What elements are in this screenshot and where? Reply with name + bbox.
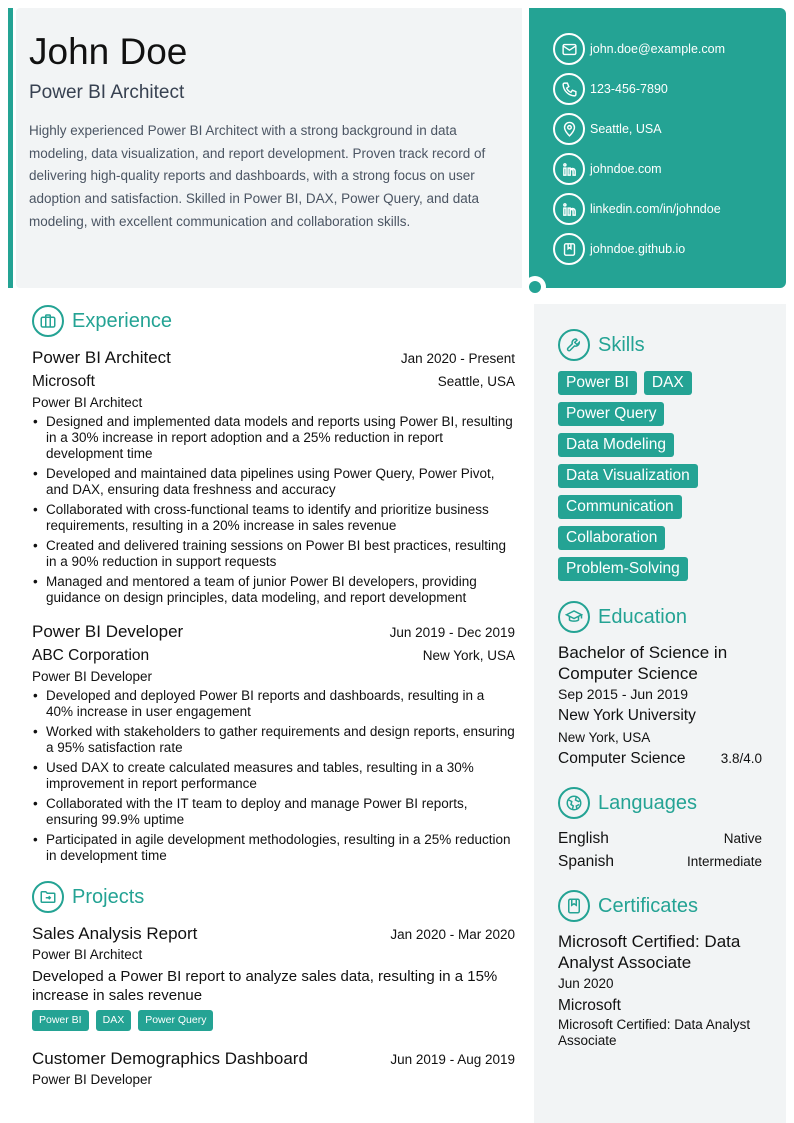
- skill-tag: Data Modeling: [558, 433, 674, 457]
- education-dates: Sep 2015 - Jun 2019: [558, 686, 688, 702]
- skill-tag: Problem-Solving: [558, 557, 688, 581]
- skill-tag: Data Visualization: [558, 464, 698, 488]
- project-dates: Jun 2019 - Aug 2019: [390, 1052, 515, 1067]
- job-bullets: [32, 688, 515, 864]
- education-degree: Bachelor of Science in Computer Science: [558, 643, 728, 683]
- skill-tag: Communication: [558, 495, 682, 519]
- bullet-item: • Collaborated with cross-functional teams to identify and prioritize business requirements, resulting in a 20% increase in sales revenue: [32, 502, 515, 534]
- bullet-item: • Designed and implemented data models and reports using Power BI, resulting in a 30% increase in report adoption and a 25% reduction in report development time: [32, 414, 515, 462]
- project-name: Sales Analysis Report: [32, 924, 198, 943]
- skills-list: [558, 371, 758, 581]
- project-dates: Jan 2020 - Mar 2020: [390, 927, 515, 942]
- job-location: New York, USA: [422, 648, 515, 663]
- job-entry: [32, 346, 515, 606]
- bullet-item: • Used DAX to create calculated measures and tables, resulting in a 30% improvement in report performance: [32, 760, 515, 792]
- language-level: Native: [723, 831, 762, 846]
- job-role: Power BI Architect: [32, 395, 143, 410]
- certificates-heading: Certificates: [558, 889, 762, 923]
- job-role: Power BI Developer: [32, 669, 153, 684]
- job-location: Seattle, USA: [437, 374, 515, 389]
- location-icon: [553, 113, 585, 145]
- certificate-date: Jun 2020: [558, 976, 614, 991]
- language-row: [558, 827, 762, 850]
- wrench-icon: [558, 329, 590, 361]
- bullet-item: • Collaborated with the IT team to deploy and manage Power BI reports, ensuring 99.9% uptime: [32, 796, 515, 828]
- project-tag: Power BI: [32, 1010, 89, 1031]
- job-company: Microsoft: [32, 373, 95, 390]
- folder-icon: [32, 881, 64, 913]
- skill-tag: DAX: [644, 371, 692, 395]
- projects-heading: Projects: [32, 880, 515, 914]
- job-title: Power BI Architect: [32, 348, 171, 367]
- summary: Highly experienced Power BI Architect with a strong background in data modeling, data visualization, and report development. Proven track record of delivering high-quality reports and dashboards, with a strong focus on user adoption and satisfaction. Skilled in Power BI, DAX, Power Query, and data modeling, with excellent communication and collaboration skills.: [29, 123, 486, 229]
- project-name: Customer Demographics Dashboard: [32, 1049, 308, 1068]
- bullet-item: • Participated in agile development methodologies, resulting in a 25% reduction in development time: [32, 832, 515, 864]
- experience-heading: Experience: [32, 304, 515, 338]
- certificate-description: Microsoft Certified: Data Analyst Associate: [558, 1017, 751, 1048]
- contact-location-text: Seattle, USA: [590, 122, 662, 136]
- graduation-cap-icon: [558, 601, 590, 633]
- contact-website-text: johndoe.com: [590, 162, 662, 176]
- timeline-dot: [529, 281, 541, 293]
- contact-linkedin[interactable]: [553, 192, 786, 226]
- job-bullets: [32, 414, 515, 606]
- project-tags: [32, 1010, 515, 1031]
- candidate-name: John Doe: [29, 31, 188, 72]
- contact-panel: [529, 8, 786, 288]
- skill-tag: Collaboration: [558, 526, 665, 550]
- project-role: Power BI Developer: [32, 1072, 153, 1087]
- sidebar-column: [534, 304, 786, 1123]
- contact-email-text: john.doe@example.com: [590, 42, 725, 56]
- mail-icon: [553, 33, 585, 65]
- candidate-title: Power BI Architect: [29, 82, 185, 103]
- job-entry: [32, 620, 515, 864]
- bullet-item: • Developed and maintained data pipelines using Power Query, Power Pivot, and DAX, ensuring data freshness and accuracy: [32, 466, 515, 498]
- bullet-item: • Managed and mentored a team of junior Power BI developers, providing guidance on design principles, data modeling, and report development: [32, 574, 515, 606]
- certificate-issuer: Microsoft: [558, 997, 621, 1014]
- linkedin-icon: [553, 153, 585, 185]
- project-entry: [32, 1047, 515, 1089]
- globe-icon: [558, 787, 590, 819]
- contact-github[interactable]: [553, 232, 786, 266]
- languages-list: [558, 827, 762, 873]
- education-gpa: 3.8/4.0: [720, 751, 762, 766]
- job-dates: Jan 2020 - Present: [400, 351, 515, 366]
- education-school: New York University: [558, 707, 696, 724]
- project-tag: DAX: [96, 1010, 132, 1031]
- education-location: New York, USA: [558, 730, 651, 745]
- bookmark-icon: [553, 233, 585, 265]
- job-title: Power BI Developer: [32, 622, 184, 641]
- contact-email[interactable]: [553, 32, 786, 66]
- accent-bar: [8, 8, 13, 288]
- certificate-name: Microsoft Certified: Data Analyst Associate: [558, 932, 741, 972]
- skill-tag: Power Query: [558, 402, 664, 426]
- language-name: Spanish: [558, 853, 615, 870]
- bullet-item: • Developed and deployed Power BI reports and dashboards, resulting in a 40% increase in user engagement: [32, 688, 515, 720]
- education-field-row: [558, 748, 762, 770]
- project-role: Power BI Architect: [32, 947, 143, 962]
- contact-website[interactable]: [553, 152, 786, 186]
- skill-tag: Power BI: [558, 371, 637, 395]
- project-entry: [32, 922, 515, 1031]
- job-company: ABC Corporation: [32, 647, 150, 664]
- bullet-item: • Worked with stakeholders to gather requirements and design reports, ensuring a 95% satisfaction rate: [32, 724, 515, 756]
- contact-location: [553, 112, 786, 146]
- project-description: Developed a Power BI report to analyze sales data, resulting in a 15% increase in sales revenue: [32, 968, 498, 1004]
- header-panel: [16, 8, 522, 288]
- job-dates: Jun 2019 - Dec 2019: [389, 625, 515, 640]
- main-column: [32, 304, 515, 1091]
- language-row: [558, 850, 762, 873]
- bullet-item: • Created and delivered training sessions on Power BI best practices, resulting in a 90% reduction in support requests: [32, 538, 515, 570]
- contact-github-text: johndoe.github.io: [590, 242, 686, 256]
- contact-phone-text: 123-456-7890: [590, 82, 668, 96]
- language-level: Intermediate: [686, 854, 762, 869]
- language-name: English: [558, 830, 609, 847]
- skills-heading: Skills: [558, 328, 762, 362]
- contact-linkedin-text: linkedin.com/in/johndoe: [590, 202, 721, 216]
- contact-phone[interactable]: [553, 72, 786, 106]
- project-tag: Power Query: [138, 1010, 213, 1031]
- education-field: Computer Science: [558, 750, 686, 767]
- linkedin-icon: [553, 193, 585, 225]
- education-heading: Education: [558, 600, 762, 634]
- languages-heading: Languages: [558, 786, 762, 820]
- certificate-icon: [558, 890, 590, 922]
- briefcase-icon: [32, 305, 64, 337]
- phone-icon: [553, 73, 585, 105]
